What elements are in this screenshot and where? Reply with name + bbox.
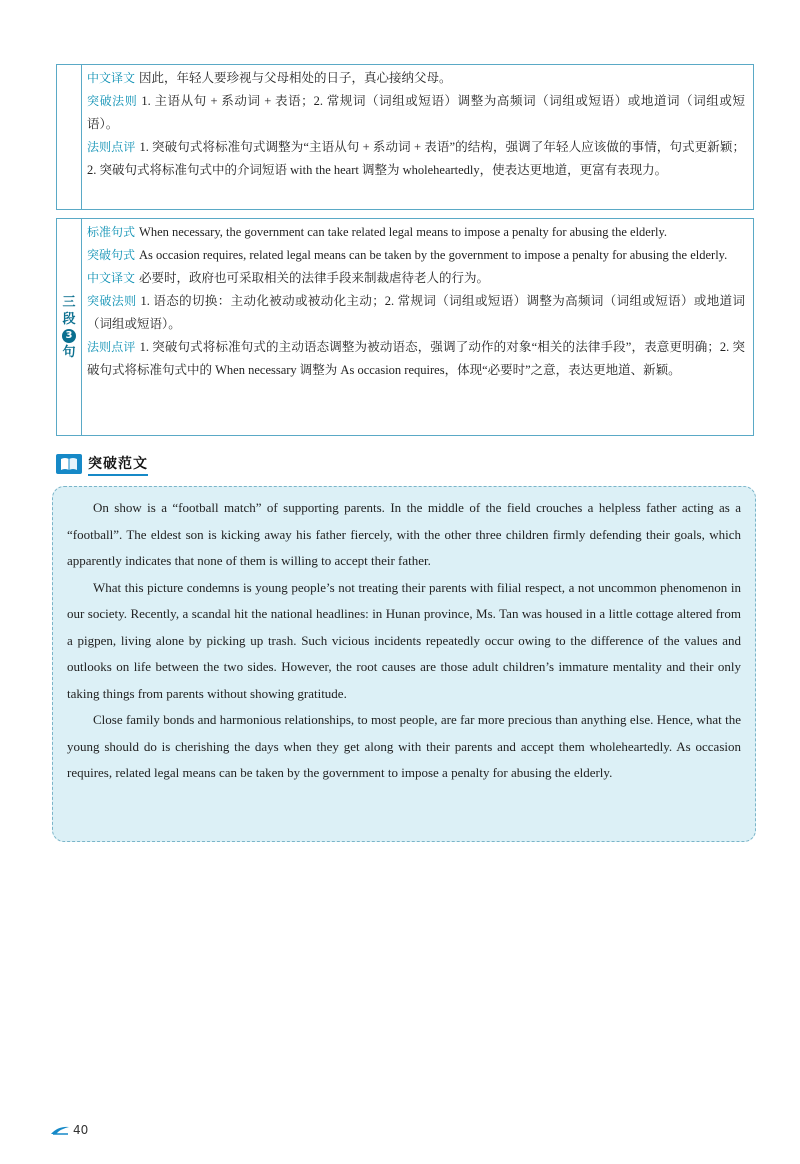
row-rule (87, 290, 745, 336)
row-label: 中文译文 (87, 71, 136, 85)
section-title: 突破范文 (88, 453, 148, 476)
paragraph-marker (57, 219, 82, 435)
row-text: 1. 语态的切换：主动化被动或被动化主动；2. 常规词（词组或短语）调整为高频词（词组或短语）或地道词（词组或短语）。 (87, 294, 745, 331)
marker-number-badge: 3 (62, 329, 76, 343)
row-label: 突破法则 (87, 294, 137, 308)
model-essay (52, 486, 756, 842)
row-comment (87, 336, 745, 382)
row-standard (87, 221, 745, 244)
row-translation (87, 267, 745, 290)
translation-box-1 (56, 64, 754, 210)
row-text: 因此，年轻人要珍视与父母相处的日子，真心接纳父母。 (139, 71, 452, 85)
open-book-icon (56, 454, 82, 474)
row-text: 1. 突破句式将标准句式的主动语态调整为被动语态，强调了动作的对象“相关的法律手段”，表意更明确；2. 突破句式将标准句式中的 When necessary 调整为 As occasion requires，体现“必要时”之意，表达更地道、新颖。 (87, 340, 745, 377)
marker-char: 三 (62, 294, 76, 310)
box-side-column (57, 65, 82, 209)
box-content (83, 65, 753, 186)
row-label: 突破句式 (87, 248, 136, 262)
row-comment (87, 136, 745, 182)
page-swoosh-icon (50, 1125, 70, 1135)
row-label: 突破法则 (87, 94, 138, 108)
translation-box-2 (56, 218, 754, 436)
row-rule (87, 90, 745, 136)
marker-char: 段 (62, 311, 76, 327)
essay-paragraph: What this picture condemns is young people’s not treating their parents with filial respect, a not uncommon phenomenon in our society. Recently, a scandal hit the national headlines: in Hunan province, Ms. Tan was housed in a little cottage altered from a pigpen, living alone by picking up trash. Such vicious incidents repeatedly occur owing to the difference of the values and outlooks on life between the two sides. However, the root causes are those adult children’s immature mentality and their only taking things from parents without showing gratitude. (67, 579, 741, 701)
essay-paragraph: Close family bonds and harmonious relationships, to most people, are far more precious than anything else. Hence, what the young should do is cherishing the days when they get along with their parents and accept them wholeheartedly. As occasion requires, related legal means can be taken by the government to impose a penalty for abusing the elderly. (67, 712, 741, 780)
row-text: When necessary, the government can take related legal means to impose a penalty for abusing the elderly. (139, 225, 668, 239)
row-label: 标准句式 (87, 225, 136, 239)
section-heading (56, 453, 148, 475)
row-label: 法则点评 (87, 340, 136, 354)
row-label: 法则点评 (87, 140, 136, 154)
row-translation (87, 67, 745, 90)
row-text: 1. 主语从句 + 系动词 + 表语；2. 常规词（词组或短语）调整为高频词（词组或短语）或地道词（词组或短语）。 (87, 94, 745, 131)
marker-char: 句 (62, 344, 76, 360)
box-content (83, 219, 753, 386)
row-text: As occasion requires, related legal means can be taken by the government to impose a penalty for abusing the elderly. (139, 248, 728, 262)
page-number: 40 (73, 1123, 89, 1137)
row-breakthrough (87, 244, 745, 267)
row-text: 必要时，政府也可采取相关的法律手段来制裁虐待老人的行为。 (139, 271, 490, 285)
page-footer (50, 1123, 88, 1137)
row-text: 1. 突破句式将标准句式调整为“主语从句 + 系动词 + 表语”的结构，强调了年轻人应该做的事情，句式更新颖；2. 突破句式将标准句式中的介词短语 with the heart 调整为 wholeheartedly，使表达更地道，更富有表现力。 (87, 140, 745, 177)
essay-paragraph: On show is a “football match” of supporting parents. In the middle of the field crouches a helpless father acting as a “football”. The eldest son is kicking away his father fiercely, with the other three children firmly defending their goals, which apparently indicates that none of them is willing to accept their father. (67, 500, 741, 568)
row-label: 中文译文 (87, 271, 136, 285)
